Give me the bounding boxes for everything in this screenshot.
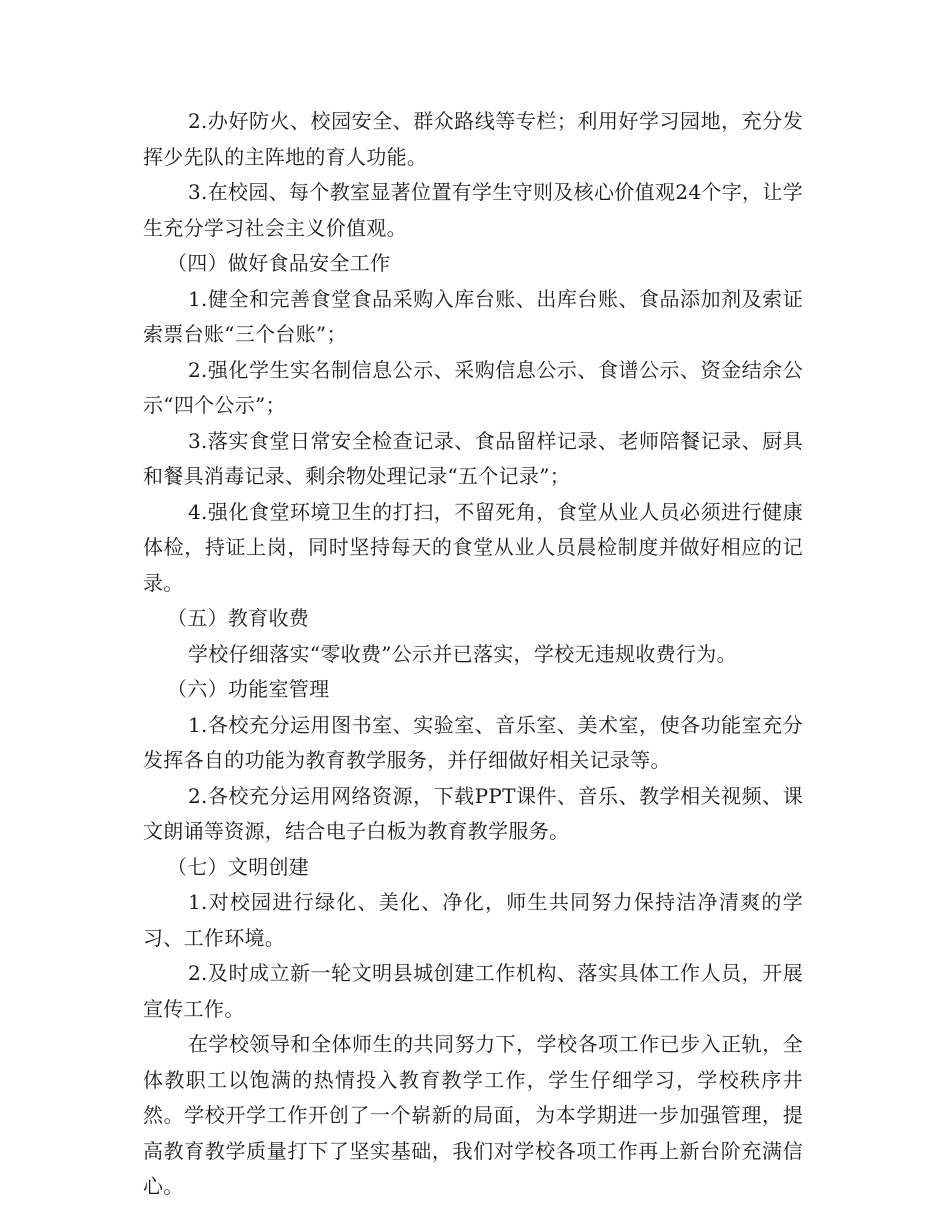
section-heading-function-rooms: （六）功能室管理 — [167, 677, 330, 701]
section-heading-civilization: （七）文明创建 — [167, 854, 310, 879]
paragraph-item: 2.强化学生实名制信息公示、采购信息公示、食谱公示、资金结余公示“四个公示”； — [143, 357, 803, 417]
paragraph-item: 4.强化食堂环境卫生的打扫，不留死角，食堂从业人员必须进行健康体检，持证上岗，同时坚持每天的食堂从业人员晨检制度并做好相应的记录。 — [143, 499, 803, 595]
section-heading-education-fees: （五）教育收费 — [167, 606, 310, 630]
section-heading-food-safety: （四）做好食品安全工作 — [167, 251, 391, 275]
paragraph-item: 2.办好防火、校园安全、群众路线等专栏；利用好学习园地，充分发挥少先队的主阵地的育人功能。 — [143, 109, 803, 169]
paragraph-item: 1.健全和完善食堂食品采购入库台账、出库台账、食品添加剂及索证索票台账“三个台账”； — [143, 286, 803, 346]
paragraph-item: 1.对校园进行绿化、美化、净化，师生共同努力保持洁净清爽的学习、工作环境。 — [143, 890, 803, 950]
paragraph-item: 学校仔细落实“零收费”公示并已落实，学校无违规收费行为。 — [188, 641, 737, 666]
paragraph-item: 2.各校充分运用网络资源，下载PPT课件、音乐、教学相关视频、课文朗诵等资源，结合电子白板为教育教学服务。 — [143, 783, 803, 843]
closing-paragraph: 在学校领导和全体师生的共同努力下，学校各项工作已步入正轨，全体教职工以饱满的热情投入教育教学工作，学生仔细学习，学校秩序井然。学校开学工作开创了一个崭新的局面，为本学期进一步加强管理，提高教育教学质量打下了坚实基础，我们对学校各项工作再上新台阶充满信心。 — [143, 1032, 803, 1198]
paragraph-item: 3.落实食堂日常安全检查记录、食品留样记录、老师陪餐记录、厨具和餐具消毒记录、剩余物处理记录“五个记录”； — [143, 428, 803, 488]
paragraph-item: 3.在校园、每个教室显著位置有学生守则及核心价值观24个字，让学生充分学习社会主义价值观。 — [143, 180, 803, 240]
paragraph-item: 2.及时成立新一轮文明县城创建工作机构、落实具体工作人员，开展宣传工作。 — [143, 961, 803, 1021]
document-body — [143, 104, 803, 1205]
paragraph-item: 1.各校充分运用图书室、实验室、音乐室、美术室，使各功能室充分发挥各自的功能为教育教学服务，并仔细做好相关记录等。 — [143, 712, 803, 772]
